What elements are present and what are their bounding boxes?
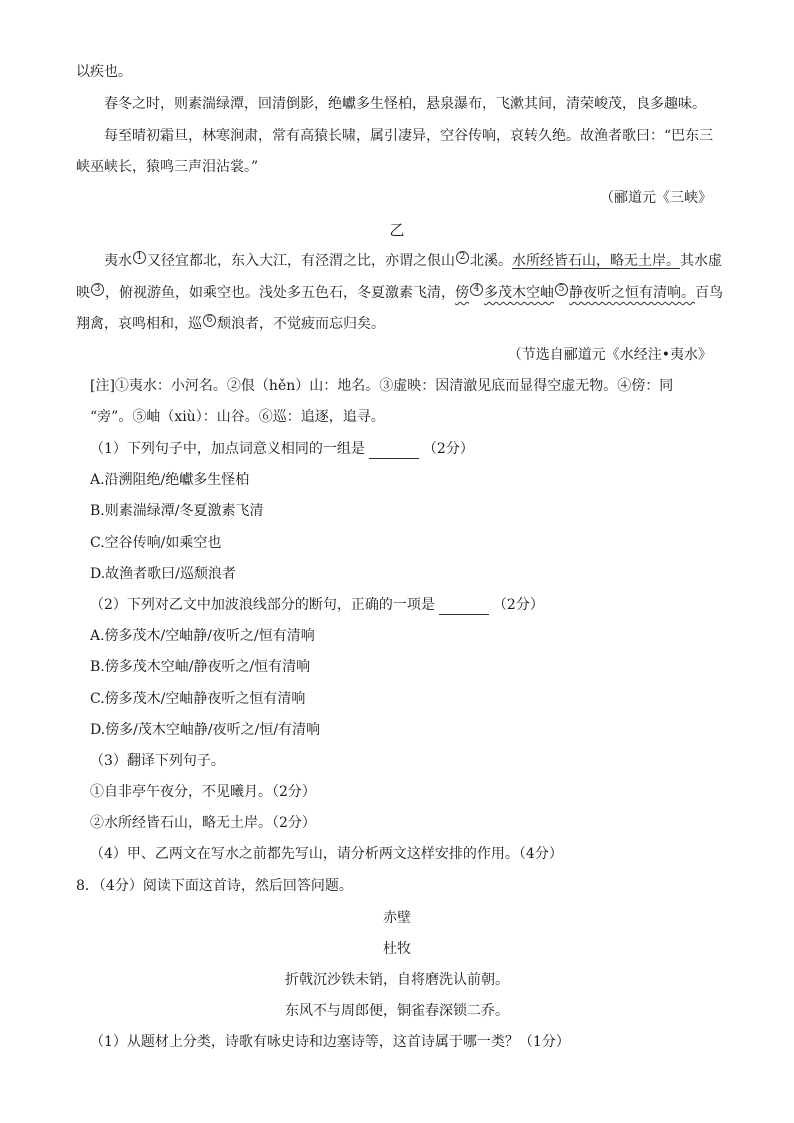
yi-title: 乙 — [389, 221, 405, 239]
q2-option-c: C.傍多茂木/空岫静夜听之恒有清响 — [90, 691, 306, 707]
yi-text: 多茂木空岫 — [484, 285, 554, 301]
jia-line-0: 以疾也。 — [76, 64, 132, 80]
annotation-marker: 5 — [555, 283, 568, 296]
wavy-underlined-text — [455, 285, 695, 301]
jia-line-2: 每至晴初霜旦，林寒涧肃，常有高猿长啸，属引凄异，空谷传响，哀转久绝。故渔者歌曰：“巴东三 — [104, 128, 714, 144]
poem-title: 赤壁 — [383, 910, 411, 926]
yi-text: 百鸟 — [695, 285, 723, 301]
answer-blank[interactable] — [439, 600, 489, 615]
q2-option-b: B.傍多茂木空岫/静夜听之/恒有清响 — [90, 659, 311, 675]
q2-option-d: D.傍多/茂木空岫静/夜听之/恒/有清响 — [90, 722, 321, 738]
q3-sentence-1: ①自非亭午夜分，不见曦月。（2分） — [90, 784, 316, 800]
note-line-2: “旁”。⑤岫（xiù）：山谷。⑥巡：追逐，追寻。 — [90, 409, 385, 425]
yi-text: 又径宜都北，东入大江，有泾渭之比，亦谓之佷山 — [147, 253, 455, 269]
annotation-marker: 1 — [133, 251, 146, 264]
note-line-1: [注]①夷水：小河名。②佷（hěn）山：地名。③虚映：因清澈见底而显得空虚无物。④傍：同 — [90, 378, 674, 394]
q1-option-d: D.故渔者歌曰/巡颓浪者 — [90, 566, 236, 582]
jia-line-3: 峡巫峡长，猿鸣三声泪沾裳。” — [76, 159, 259, 175]
q2-stem — [90, 595, 544, 615]
yi-text: 夷水 — [104, 253, 132, 269]
poem-author: 杜牧 — [383, 941, 411, 957]
q2-stem-text: （2）下列对乙文中加波浪线部分的断句，正确的一项是 — [90, 597, 435, 613]
annotation-marker: 2 — [456, 251, 469, 264]
q1-stem — [90, 439, 474, 459]
yi-text: 其水虚 — [680, 253, 722, 269]
q3-stem: （3）翻译下列句子。 — [90, 753, 225, 769]
q4-stem: （4）甲、乙两文在写水之前都先写山，请分析两文这样安排的作用。（4分） — [90, 846, 563, 862]
yi-text: 静夜听之恒有清响。 — [569, 285, 695, 301]
yi-text: 傍 — [455, 285, 469, 301]
yi-source: （节选自郦道元《水经注•夷水》 — [507, 347, 712, 363]
yi-text: 北溪。 — [470, 253, 512, 269]
yi-line-1 — [104, 251, 722, 271]
q1-points: （2分） — [422, 441, 474, 457]
poem-line-1: 折戟沉沙铁未销，自将磨洗认前朝。 — [285, 972, 509, 988]
answer-blank[interactable] — [369, 444, 419, 459]
q8-sub-1: （1）从题材上分类，诗歌有咏史诗和边塞诗等，这首诗属于哪一类？（1分） — [90, 1034, 570, 1050]
annotation-marker: 3 — [91, 283, 104, 296]
q1-option-c: C.空谷传响/如乘空也 — [90, 535, 222, 551]
jia-source: （郦道元《三峡》 — [600, 190, 712, 206]
underlined-sentence: 水所经皆石山，略无土岸。 — [512, 253, 680, 269]
q1-option-b: B.则素湍绿潭/冬夏激素飞清 — [90, 503, 264, 519]
yi-line-2 — [76, 283, 723, 303]
q1-stem-text: （1）下列句子中，加点词意义相同的一组是 — [90, 441, 365, 457]
q2-points: （2分） — [492, 597, 544, 613]
q3-sentence-2: ②水所经皆石山，略无土岸。（2分） — [90, 815, 316, 831]
annotation-marker: 6 — [203, 314, 216, 327]
q1-option-a: A.沿溯阻绝/绝巘多生怪柏 — [90, 472, 250, 488]
yi-line-3 — [76, 314, 385, 334]
yi-text: 颓浪者，不觉疲而忘归矣。 — [217, 316, 385, 332]
annotation-marker: 4 — [470, 283, 483, 296]
jia-line-1: 春冬之时，则素湍绿潭，回清倒影，绝巘多生怪柏，悬泉瀑布，飞漱其间，清荣峻茂，良多趣味。 — [104, 96, 706, 112]
yi-text: 映 — [76, 285, 90, 301]
q2-option-a: A.傍多茂木/空岫静/夜听之/恒有清响 — [90, 628, 315, 644]
q8-stem: 8．（4分）阅读下面这首诗，然后回答问题。 — [76, 878, 353, 894]
poem-line-2: 东风不与周郎便，铜雀春深锁二乔。 — [285, 1003, 509, 1019]
yi-text: 翔禽，哀鸣相和，巡 — [76, 316, 202, 332]
yi-text: ，俯视游鱼，如乘空也。浅处多五色石，冬夏激素飞清， — [105, 285, 455, 301]
